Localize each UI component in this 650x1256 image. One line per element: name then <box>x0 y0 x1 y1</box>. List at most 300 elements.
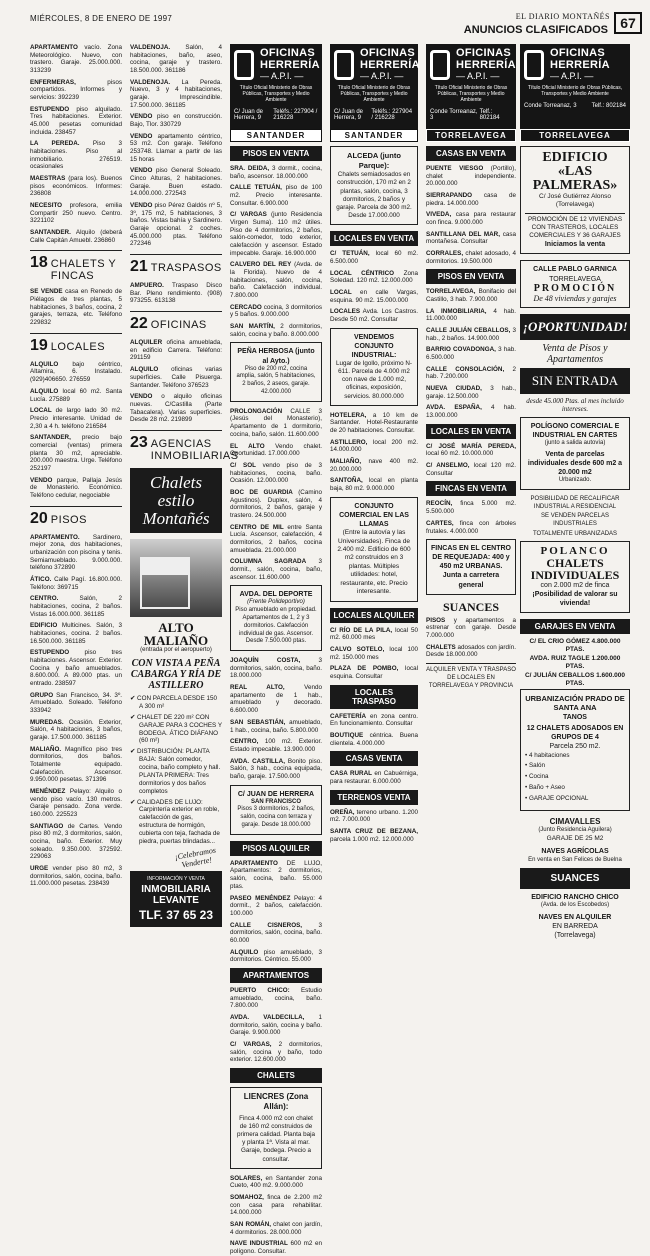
small-items <box>520 496 630 539</box>
ads-list <box>330 713 418 748</box>
logo-phone: Teléfs.: 227904 / 216228 <box>371 109 413 122</box>
advert-subtitle: CON VISTA A PEÑA CABARGA Y RÍA DE ASTILLERO <box>130 658 222 692</box>
featured-ad-title: AVDA. DEL DEPORTE <box>239 591 313 599</box>
ad-keyword: CALVERO DEL REY <box>230 261 292 269</box>
advert-line: TANOS <box>563 714 587 722</box>
agency-name: INMOBILIARIA LEVANTE <box>141 883 211 906</box>
classified-ad <box>230 895 322 918</box>
classified-ad <box>330 627 418 642</box>
classified-ad <box>230 1194 322 1217</box>
ad-keyword: SANTA CRUZ DE BEZANA, <box>330 827 418 835</box>
ad-keyword: REOCÍN, <box>426 500 453 508</box>
classified-ad <box>30 788 122 819</box>
classified-ad <box>230 558 322 581</box>
advert-line: (Torrelavega) <box>554 932 596 940</box>
advert-line: con 2.000 m2 de finca <box>540 581 610 589</box>
ad-text: (Camino Agustinos). Duplex, salón, 4 dormitorios, 2 baños, garaje y trastero. 24.500.000 <box>230 488 322 519</box>
classified-ad <box>230 184 322 207</box>
ad-text: Vendo chalet. Oportunidad. 17.000.000 <box>230 442 322 458</box>
ad-keyword: SOLARES, <box>230 1174 263 1182</box>
fincas-box: FINCAS EN EL CENTRO DE REQUEJADA: 400 y 450 m2 URBANAS. Junta a carretera general <box>426 539 516 594</box>
classified-ad <box>130 282 222 305</box>
classified-ad <box>426 211 516 226</box>
ad-keyword: EDIFICIO <box>30 622 58 630</box>
logo-phone: Telf.: 802184 <box>591 103 626 110</box>
ad-text: chalet con jardín, 4 dormitorios. 28.000.000 <box>230 1221 322 1236</box>
logo-address: C/ Juan de Herrera, 9 <box>234 109 264 122</box>
agency-phone: TLF. 37 65 23 <box>138 907 214 922</box>
ad-text: parque, Pallaja Jesús de Monasterio. Económico. Teléfono cedular, negociable <box>30 476 122 499</box>
classified-ad <box>426 346 516 361</box>
classified-ad <box>230 738 322 753</box>
ad-text: chalet adosado, 4 dormitorios. 19.500.000 <box>426 250 516 265</box>
logo-address: Conde Torreanaz, 3 <box>524 103 577 110</box>
ad-text: local 60 m2. 6.500.000 <box>330 250 418 265</box>
ad-text: 3 hab., 2 baños. 14.900.000 <box>426 327 516 342</box>
column-3 <box>230 44 323 1256</box>
ad-keyword: VIVEDA, <box>426 211 452 219</box>
ad-keyword: ALQUILO <box>30 360 59 368</box>
advert-line: Venta de parcelas individuales desde 600 m2 a 20.000 m2 <box>527 450 623 476</box>
ad-keyword: PUERTO CHICO: <box>230 986 290 994</box>
ad-keyword: VENDO <box>130 113 153 121</box>
classified-ad <box>130 44 222 75</box>
classified-ad <box>30 79 122 102</box>
section-number: 20 <box>30 509 48 527</box>
list-item: ✔ CON PARCELA DESDE 150 A 300 m² <box>130 695 218 711</box>
ad-text: amueblado, 1 hab., cocina, baño. 5.800.000 <box>230 718 322 734</box>
ad-keyword: CARTES, <box>426 519 454 527</box>
ad-text: La Pereda. Nuevo, 3 y 4 habitaciones, garaje. Imprescindible. 17.500.000. 361185 <box>130 78 222 109</box>
section-name: TRASPASOS <box>150 262 222 275</box>
featured-ad-title: VENDEMOS CONJUNTO INDUSTRIAL: <box>351 333 397 359</box>
ad-text: Estudio amueblado, cocina, baño. 7.800.000 <box>230 986 322 1010</box>
ad-keyword: SANTILLANA DEL MAR, <box>426 230 500 238</box>
oportunidad-banner: ¡OPORTUNIDAD! <box>520 314 630 340</box>
category-heading: PISOS EN VENTA <box>426 269 516 284</box>
ad-keyword: LA PEREDA. <box>30 140 80 148</box>
classified-ad <box>330 477 418 492</box>
ad-keyword: AVDA. VALDECILLA, <box>230 1013 305 1021</box>
logo-line: HERRERÍA <box>456 58 516 71</box>
agency-logo-icon <box>430 50 450 80</box>
ad-keyword: PUENTE VIESGO <box>426 165 484 172</box>
section-heading-21 <box>130 254 222 276</box>
featured-ad-title: C/ JUAN DE HERRERA <box>237 790 315 798</box>
classified-ad <box>330 250 418 265</box>
ads-list <box>426 617 516 659</box>
category-heading: PISOS ALQUILER <box>230 841 322 856</box>
ad-keyword: MALIAÑO, <box>330 458 362 466</box>
category-heading: CASAS VENTA <box>330 751 418 766</box>
ads-list <box>130 339 222 424</box>
ad-keyword: CHALETS <box>426 643 456 651</box>
ads-list <box>330 250 418 323</box>
ad-text: local 50 m2. 60.000 mes <box>330 626 418 642</box>
ad-text: o alquilo oficinas nuevas. C/Castilla (Parte Tabacalera). Varias superficies. Desde 28 m2. 219899 <box>130 393 222 424</box>
ad-text: Multicines. Salón, 3 habitaciones, cocina. 2 baños. 16.500.000. 361185 <box>30 622 122 645</box>
ad-keyword: MENÉNDEZ <box>30 788 66 796</box>
ad-keyword: VALDENOJA. <box>130 44 171 51</box>
featured-ad-body: Finca 4.000 m2 con chalet de 160 m2 construidos de primera calidad. Planta baja y planta 1ª. Vista al mar. Garaje, bodega. Precio a consultar. <box>236 1114 316 1163</box>
ad-text: oficina amueblada, en edificio Carrera. Teléfono: 291159 <box>130 339 222 362</box>
house-photo <box>130 539 222 617</box>
advert-line: NAVES EN ALQUILER <box>538 914 612 922</box>
logo-city: TORRELAVEGA <box>520 129 630 142</box>
ad-keyword: SAN MARTÍN, <box>230 323 275 331</box>
ad-keyword: SANTANDER. <box>30 229 71 237</box>
classified-ad <box>30 595 122 618</box>
advert-place: ALTO MALIAÑO <box>143 620 209 649</box>
section-heading-22 <box>130 311 222 333</box>
classified-ad <box>330 665 418 680</box>
advert-line: NAVES AGRÍCOLAS <box>541 848 609 856</box>
ad-keyword: SANTANDER, <box>30 434 71 442</box>
classified-ad <box>426 644 516 659</box>
ads-list <box>30 44 122 244</box>
ad-text: nave 400 m2. 20.000.000 <box>330 458 418 473</box>
featured-ad <box>230 785 322 835</box>
ad-text: (junto Residencia Virgen Suma). 110 m2 útiles. Piso de 4 dormitorios, 2 baños, salón-comedor, todo exterior, calefacción y ascensor. Estado impecable. Garaje. 16.900.000 <box>230 211 322 257</box>
ad-text: precio bajo comercial (ventas) primera planta 30 m2, apreciable. 200.000 maestra. Urge. Teléfono 252197 <box>30 434 122 472</box>
logo-city: SANTANDER <box>230 129 322 142</box>
ad-text: local 60 m2. Santa Lucía. 275889 <box>30 387 122 403</box>
logo-line: HERRERÍA <box>360 58 420 71</box>
ad-text: 3 dormitorios, salón, cocina, baño. 18.000.000 <box>230 657 322 680</box>
section-name: LOCALES <box>50 340 106 353</box>
ad-keyword: COLUMNA SAGRADA <box>230 558 307 566</box>
classified-ad <box>30 361 122 384</box>
ad-text: 3 hab., garaje. 12.500.000 <box>426 385 517 400</box>
advert-line: CALLE PABLO GARNICA <box>533 266 617 274</box>
classified-ad <box>230 987 322 1010</box>
agency-logo-icon <box>234 50 254 80</box>
ad-text: piso General Soleado. Cinco Alturas, 2 habitaciones. Garaje. Buen estado. 14.000.000. 272543 <box>130 167 222 198</box>
classified-ad <box>230 949 322 964</box>
classified-ad <box>426 192 516 207</box>
newspaper-name: EL DIARIO MONTAÑÉS <box>515 12 610 21</box>
logo-address-row <box>524 103 626 109</box>
category-heading: CASAS EN VENTA <box>426 146 516 161</box>
ad-text: Ocasión. Exterior, Salón, 4 habitaciones, 3 baños, garaje. 17.500.000. 361185 <box>30 718 122 742</box>
ad-text: local 60 m2. 10.000.000 <box>426 450 494 458</box>
ads-list <box>330 809 418 844</box>
column-1 <box>30 44 122 948</box>
category-heading: LOCALES EN VENTA <box>426 424 516 439</box>
classified-ad <box>230 165 322 180</box>
ad-keyword: URGE <box>30 865 49 873</box>
ad-text: céntrica. Buena clientela. 4.000.000 <box>330 731 418 747</box>
date-line: MIÉRCOLES, 8 DE ENERO DE 1997 <box>30 14 173 23</box>
logo-subtitle: Título Oficial Ministerio de Obras Públicas, Transportes y Medio Ambiente <box>337 85 411 104</box>
classified-ad <box>230 1221 322 1236</box>
advert-contact <box>130 871 222 927</box>
classified-ad <box>426 462 516 477</box>
ad-keyword: CENTRO, <box>230 738 259 746</box>
ad-keyword: SOMAHOZ, <box>230 1194 264 1202</box>
featured-ad <box>230 1087 322 1169</box>
classified-ad <box>330 732 418 747</box>
section-name: CHALETS Y FINCAS <box>50 258 117 283</box>
category-heading: PISOS EN VENTA <box>230 146 322 161</box>
featured-ad-title: LIENCRES (Zona Allán): <box>243 1091 309 1112</box>
ad-keyword: OREÑA, <box>330 808 355 816</box>
ad-keyword: AVDA. ESPAÑA, <box>426 404 482 412</box>
section-name: PISOS <box>50 513 87 526</box>
logo-line: — A.P.I. — <box>550 71 594 82</box>
classified-ad <box>426 231 516 246</box>
ad-keyword: APARTAMENTO <box>30 44 78 51</box>
ad-keyword: SANTIAGO <box>30 822 64 830</box>
ad-text: entre Santa Lucía. Ascensor, calefacción, 4 dormitorios, 2 baños, cocina amueblada. 21.000.000 <box>230 523 322 554</box>
logo-line: — A.P.I. — <box>360 71 404 82</box>
classified-ad <box>230 304 322 319</box>
ad-text: apartamento céntrico, 53 m2. Con garaje. Teléfono 253748. Llamar a partir de las 15 horas <box>130 132 222 163</box>
ad-text: local 200 m2. 14.000.000 <box>330 438 418 454</box>
advert-line: En venta en San Felices de Buelna <box>528 856 622 863</box>
advert-line: GARAJE DE 25 M2 <box>546 834 604 842</box>
classified-ad <box>130 393 222 424</box>
calle-advert <box>520 260 630 307</box>
logo-phone: Telf.: 802184 <box>479 109 500 122</box>
logo-line: HERRERÍA <box>260 58 320 71</box>
ad-text: Magnífico piso tres dormitorios, dos baños. Totalmente equipado. Calefacción. Ascensor. 9.950.000 pesetas. 371396 <box>30 745 122 784</box>
ad-text: Traspaso Disco Bar. Pleno rendimiento. (908) 973255. 613138 <box>130 282 222 305</box>
ads-list <box>30 288 122 326</box>
ad-keyword: SRA. DEIDA, <box>230 165 270 172</box>
ad-keyword: ALQUILO <box>130 366 159 374</box>
classified-ad <box>426 443 516 458</box>
classified-ad <box>230 1240 322 1255</box>
ad-keyword: VENDO <box>130 202 153 210</box>
advert-title: Chalets estilo Montañés <box>142 472 210 528</box>
ad-text: 3 dormitorios, salón, cocina, baño. 60.000 <box>230 921 322 944</box>
classified-ad <box>230 922 322 945</box>
ad-keyword: C/ VARGAS <box>230 211 267 219</box>
ads-list <box>30 534 122 889</box>
ad-keyword: VALDENOJA. <box>130 78 171 86</box>
ad-text: vacío. Zona Meteorológico. Nuevo, con trastero. Garaje. 25.000.000. 313239 <box>30 44 122 75</box>
classified-ad <box>230 323 322 338</box>
category-heading: TERRENOS VENTA <box>330 790 418 805</box>
ad-text: CALLE 3 (Jesús del Monasterio), Apartamento de 1 dormitorio, cocina, baño, salón. 11.600.000 <box>230 407 322 438</box>
advert-line: Iniciamos la venta <box>544 241 606 249</box>
logo-city: TORRELAVEGA <box>426 129 516 142</box>
classified-ad <box>30 865 122 888</box>
classified-ad <box>230 1041 322 1064</box>
ad-text: 1 dormitorio, salón, cocina y baño. Garaje. 9.900.000 <box>230 1013 322 1037</box>
ad-keyword: MAESTRAS <box>30 175 66 183</box>
ad-text: adosados con jardín. Desde 18.000.000 <box>426 643 516 659</box>
ads-list <box>30 361 122 500</box>
ad-keyword: BOUTIQUE <box>330 731 364 739</box>
ad-keyword: CALLE JULIÁN CEBALLOS, <box>426 327 511 335</box>
classified-ad <box>130 79 222 110</box>
ad-keyword: C/ TETUÁN, <box>330 250 370 258</box>
classified-ad <box>330 439 418 454</box>
classified-ad <box>30 746 122 784</box>
featured-ad-body: Piso amueblado en propiedad. Apartamentos de 1, 2 y 3 dormitorios. Calefacción individual de gas. Ascensor. Desde 7.500.000 ptas. <box>235 607 317 645</box>
ads-list <box>520 638 630 689</box>
ad-keyword: JOAQUÍN COSTA, <box>230 657 301 665</box>
ad-text: Salón, 2 habitaciones, cocina, 2 baños. Vistas 16.000.000. 361185 <box>30 595 122 618</box>
ads-list <box>230 987 322 1064</box>
classified-ad <box>426 165 516 188</box>
advert-line: C/ José Gutiérrez Alonso (Torrelavega) <box>539 193 611 209</box>
contact-info: INFORMACIÓN Y VENTA <box>147 875 205 882</box>
ad-keyword: C/ JOSÉ MARÍA PEREDA, <box>426 442 516 450</box>
classified-ad <box>30 388 122 403</box>
classified-ad <box>130 167 222 198</box>
classified-ad <box>230 758 322 781</box>
classified-ad <box>230 489 322 520</box>
classified-ad <box>130 133 222 164</box>
ad-keyword: CENTRO. <box>30 595 59 603</box>
column-5 <box>426 44 516 948</box>
advert-line: CIMAVALLES <box>549 816 601 826</box>
featured-ad-title: PEÑA HERBOSA (junto al Ayto.) <box>237 348 315 365</box>
ad-text: Salón, 4 habitaciones, baño, aseo, cocina, garaje y trastero. 18.500.000. 361186 <box>130 44 222 75</box>
ad-text: Bonifacio del Castillo, 3 hab. 7.900.000 <box>426 288 516 304</box>
ad-text: local 120 m2. Consultar <box>426 462 516 477</box>
page-number: 67 <box>614 12 642 34</box>
advert-title: «LAS PALMERAS» <box>532 164 618 193</box>
section-number: 22 <box>130 315 148 333</box>
classified-ad <box>230 1175 322 1190</box>
ad-keyword: CALLE CISNEROS, <box>230 921 303 929</box>
list-item: AVDA. RUIZ TAGLE 1.200.000 PTAS. <box>529 654 621 671</box>
advert-line: ¡Posibilidad de valorar su vivienda! <box>532 590 618 607</box>
ad-keyword: ASTILLERO, <box>330 438 368 446</box>
ad-keyword: GRUPO <box>30 691 54 699</box>
category-heading: GARAJES EN VENTA <box>520 619 630 634</box>
classified-ad <box>130 339 222 362</box>
featured-ad <box>230 585 322 651</box>
featured-ad-sub: (Frente Polideportivo) <box>247 599 305 606</box>
ad-keyword: HOTELERA, <box>330 411 367 419</box>
ad-keyword: VENDO <box>130 167 153 175</box>
feature-list <box>525 752 625 803</box>
ad-text: piso Pérez Galdós nº 5, 3º, 175 m2, 5 habitaciones, 3 baños. Vistas bahía y Sardinero. Garaje opcional. 2 coches. 45.000.000 ptas. Teléfono 272346 <box>130 202 222 248</box>
classified-ad <box>30 140 122 171</box>
ad-keyword: ESTUPENDO <box>30 105 70 113</box>
section-number: 21 <box>130 258 148 276</box>
classified-ad <box>330 412 418 435</box>
classified-ad <box>426 250 516 265</box>
classified-ad <box>330 770 418 785</box>
ad-keyword: CALLE CONSOLACIÓN, <box>426 365 505 373</box>
footer-note: ALQUILER VENTA Y TRASPASO DE LOCALES EN TORRELAVEGA Y PROVINCIA <box>426 663 516 690</box>
classified-ad <box>30 692 122 715</box>
ad-text: (para los). Buenos pisos económicos. Informes: 236808 <box>30 175 122 198</box>
polanco-advert <box>520 541 630 613</box>
ads-list <box>130 282 222 305</box>
list-item: C/ EL CRIO GÓMEZ 4.800.000 PTAS. <box>529 638 621 654</box>
ad-text: cocina, 3 dormitorios y 5 baños. 9.000.000 <box>230 303 322 319</box>
advert-line: De 48 viviendas y garajes <box>533 293 617 303</box>
column-4 <box>330 44 418 948</box>
edificio-advert <box>520 146 630 254</box>
ads-list <box>230 1175 322 1256</box>
list-item: • Salón <box>525 762 546 770</box>
classified-ad <box>30 229 122 244</box>
ads-list <box>230 657 322 780</box>
ad-text: pisos compartidos. Informes y servicios: 392239 <box>30 78 122 102</box>
ads-list <box>330 412 418 493</box>
section-heading-23 <box>130 430 239 462</box>
category-heading: APARTAMENTOS <box>230 968 322 983</box>
classified-ad <box>426 308 516 323</box>
category-heading: LOCALES ALQUILER <box>330 608 418 623</box>
logo-line: — A.P.I. — <box>260 71 304 82</box>
section-title: ANUNCIOS CLASIFICADOS <box>463 24 608 36</box>
ad-keyword: APARTAMENTO. <box>30 533 80 541</box>
ad-keyword: ÁTICO. <box>30 575 52 583</box>
ad-keyword: CASA RURAL <box>330 770 372 778</box>
section-heading-20 <box>30 506 122 528</box>
ad-keyword: LOCAL <box>330 288 352 296</box>
list-item: • Cocina <box>525 773 549 781</box>
classified-ad <box>230 860 322 891</box>
agency-logo-card <box>520 44 630 142</box>
column-6 <box>520 44 630 948</box>
ad-text: de Cartes. Vendo piso 80 m2, 3 dormitorios, salón, cocina, baño. Exterior. Muy soleado. 9.350.000. 372592. 229063 <box>30 822 122 861</box>
ad-text: Pelayo: Alquilo o vendo piso vacío. 130 metros. Garaje pensado. Zona verde. 160.000. 225523 <box>30 788 122 819</box>
ad-keyword: LOCAL CÉNTRICO <box>330 269 395 277</box>
list-item: ✔ CHALET DE 220 m² CON GARAJE PARA 3 COCHES Y BODEGA. ÁTICO DIÁFANO (60 m²) <box>130 713 222 745</box>
ad-keyword: VENDO <box>130 393 153 401</box>
logo-line: OFICINAS <box>550 47 605 59</box>
ad-keyword: LOCALES <box>330 308 361 316</box>
ad-text: 600 m2 en polígono. Consultar. <box>230 1240 323 1256</box>
list-item: POSIBILIDAD DE RECALIFICAR INDUSTRIAL A RESIDENCIAL <box>530 495 620 510</box>
ad-text: DE LUJO, Apartamentos: 2 dormitorios, salón, cocina, baño. 55.000 ptas. <box>230 859 322 890</box>
list-item: • GARAJE OPCIONAL <box>525 794 589 802</box>
list-item: ✔ DISTRIBUCIÓN: PLANTA BAJA: Salón comedor, cocina, baño completo y hall. PLANTA PRIMERA: Tres dormitorios y dos baños completos <box>130 748 221 795</box>
ad-keyword: CALVO SOTELO, <box>330 645 385 653</box>
chalets-advert <box>130 468 222 534</box>
advert-title: CHALETS INDIVIDUALES <box>530 555 620 582</box>
advert-line: (Avda. de los Escobedos) <box>540 902 610 909</box>
classified-ad <box>330 289 418 304</box>
classified-ad <box>30 106 122 137</box>
ad-text: 3 dormit., salón, cocina, baño, ascensor. 11.600.000 <box>230 558 322 581</box>
category-heading: FINCAS EN VENTA <box>426 481 516 496</box>
ads-list <box>426 443 516 478</box>
ad-text: piso amueblado, 3 dormitorios. Céntrico. 55.000 <box>230 948 322 964</box>
list-item: C/ JULIÁN CEBALLOS 1.600.000 PTAS. <box>524 671 626 688</box>
logo-city: SANTANDER <box>330 129 418 142</box>
classified-ad <box>30 719 122 742</box>
poligono-advert <box>520 417 630 490</box>
advert-line: EN BARREDA <box>552 923 598 931</box>
ads-list <box>426 165 516 265</box>
logo-address-row <box>334 109 414 121</box>
featured-ad <box>230 342 322 401</box>
classified-ad <box>30 407 122 430</box>
ad-text: 4 hab. 13.000.000 <box>426 404 516 420</box>
ad-keyword: ALQUILO <box>230 948 259 956</box>
agency-logo-card <box>230 44 322 142</box>
classified-ad <box>426 327 516 342</box>
ad-keyword: CAFETERÍA <box>330 712 367 720</box>
ad-keyword: PROLONGACIÓN <box>230 407 283 415</box>
ad-text: profesora, emilia Compartir 250 nuevo. Centro. 3221102 <box>30 202 122 225</box>
suances-banner: SUANCES <box>520 868 630 889</box>
classified-ad <box>426 404 516 419</box>
ad-text: 3 dormit., cocina, baño, ascensor. 18.000.000 <box>230 165 323 180</box>
ad-text: (Portillo), chalet independiente. 20.000.000 <box>426 165 516 188</box>
